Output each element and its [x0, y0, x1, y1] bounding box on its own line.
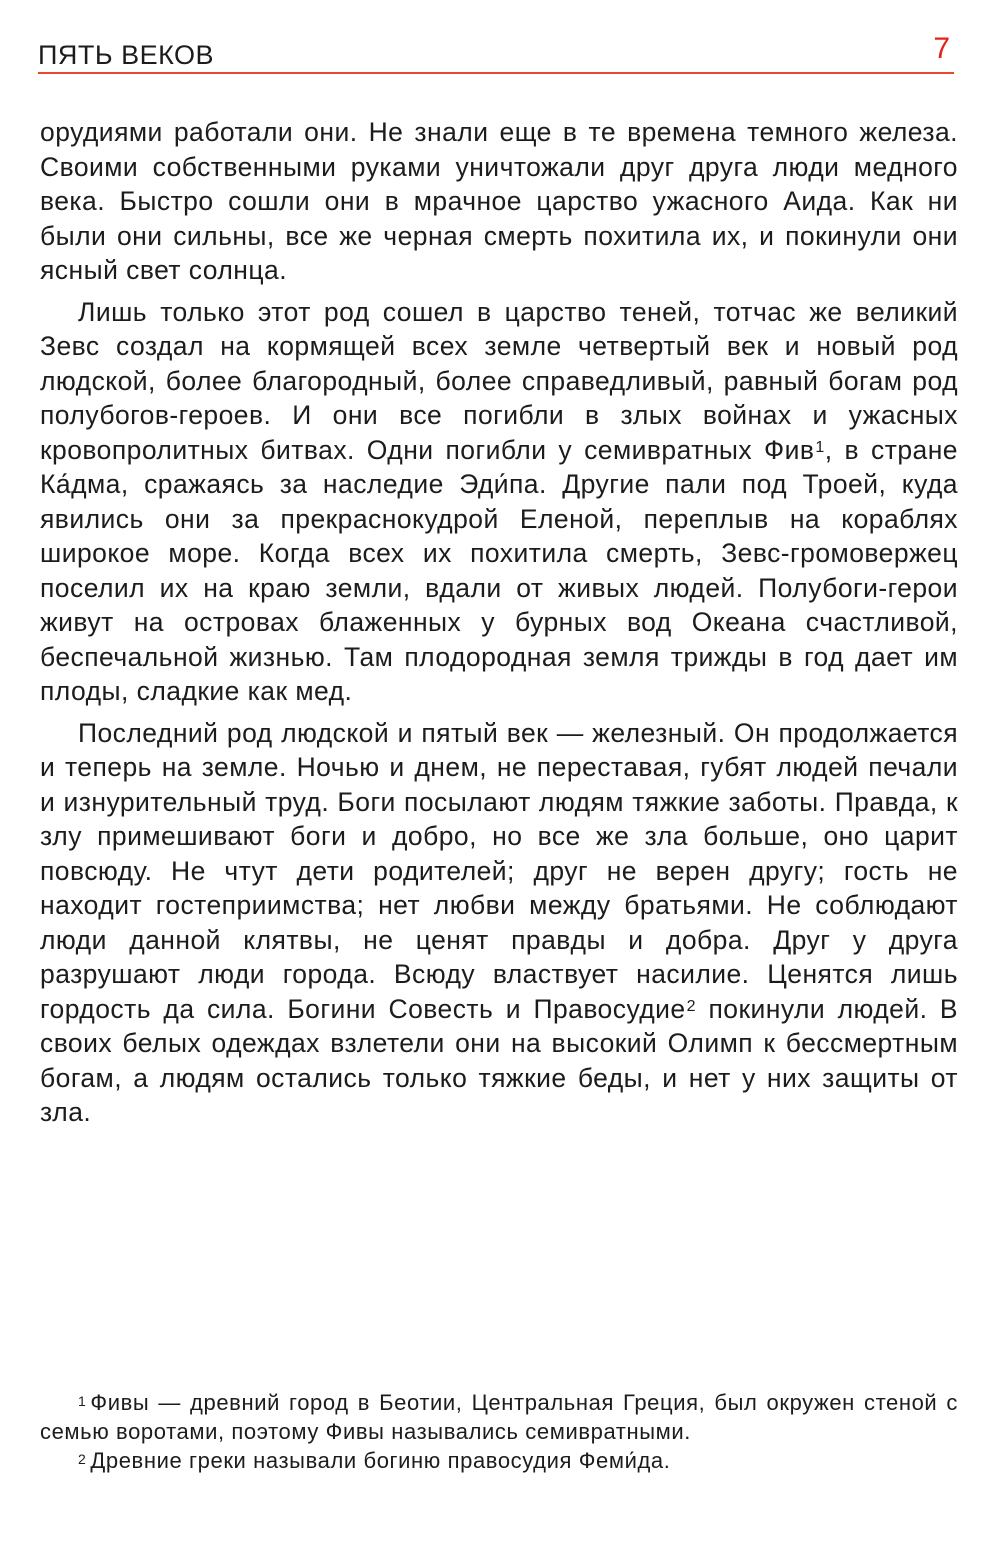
footnote-ref: 2	[686, 997, 696, 1015]
header-divider	[38, 72, 954, 74]
running-header	[38, 28, 954, 76]
paragraph-text: орудиями работали они. Не знали еще в те времена темного железа. Своими собственными руками уничтожали друг друга люди медного века. Быстро сошли они в мрачное царство ужасного Аида. Как ни были они сильны, все же черная смерть похитила их, и покинули они ясный свет солнца.	[40, 117, 958, 285]
page-number: 7	[933, 32, 950, 65]
chapter-title: ПЯТЬ ВЕКОВ	[38, 40, 215, 70]
footnote	[40, 1388, 958, 1446]
paragraph-text: покинули людей. В своих белых одеждах взлетели они на высокий Олимп к бессмертным богам, а людям остались только тяжкие беды, и нет у них защиты от зла.	[40, 993, 958, 1127]
footnote	[40, 1446, 958, 1475]
paragraph	[40, 115, 958, 288]
paragraph	[40, 295, 958, 709]
footnotes	[40, 1388, 958, 1475]
paragraph-text: Последний род людской и пятый век — железный. Он продолжается и теперь на земле. Ночью и днем, не переставая, губят людей печали и изнурительный труд. Боги посылают людям тяжкие заботы. Правда, к злу примешивают боги и добро, но все же зла больше, оно царит повсюду. Не чтут дети родителей; друг не верен другу; гость не находит гостеприимства; нет любви между братьями. Не соблюдают люди данной клятвы, не ценят правды и добра. Друг у друга разрушают люди города. Всюду властвует насилие. Ценятся лишь гордость да сила. Богини Совесть и Правосудие	[40, 717, 958, 1024]
paragraph-text: , в стране Ка́дма, сражаясь за наследие Эди́па. Другие пали под Троей, куда явились они за прекраснокудрой Еленой, переплыв на кораблях широкое море. Когда всех их похитила смерть, Зевс-громовержец поселил их на краю земли, вдали от живых людей. Полубоги-герои живут на островах блаженных у бурных вод Океана счастливой, беспечальной жизнью. Там плодородная земля трижды в год дает им плоды, сладкие как мед.	[40, 434, 958, 706]
footnote-ref: 1	[815, 438, 825, 456]
paragraph-text: Лишь только этот род сошел в царство теней, тотчас же великий Зевс создал на кормящей всех земле четвертый век и новый род людской, более благородный, более справедливый, равный богам род полубогов-героев. И они все погибли в злых войнах и ужасных кровопролитных битвах. Одни погибли у семивратных Фив	[40, 296, 958, 465]
footnote-text: Фивы — древний город в Беотии, Центральная Греция, был окружен стеной с семью воротами, поэтому Фивы назывались семивратными.	[40, 1390, 958, 1444]
footnote-marker: 2	[78, 1451, 87, 1467]
footnote-text: Древние греки называли богиню правосудия Феми́да.	[90, 1448, 671, 1473]
paragraph	[40, 716, 958, 1130]
footnote-marker: 1	[78, 1393, 87, 1409]
main-text	[40, 115, 958, 1137]
